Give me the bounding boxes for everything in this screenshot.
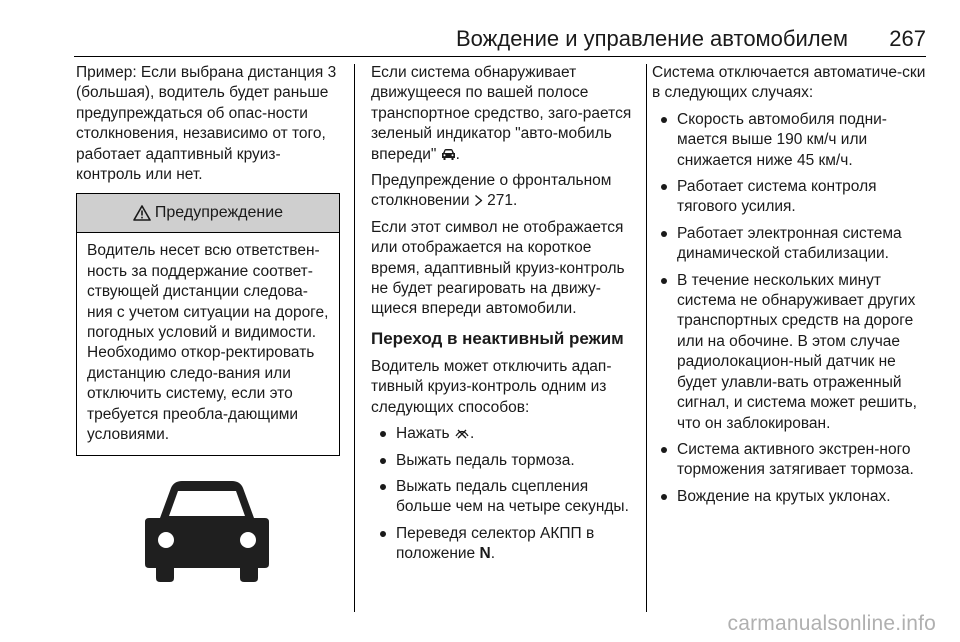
watermark: carmanualsonline.info bbox=[727, 612, 936, 635]
detection-text: Если система обнаруживает движущееся по вашей полосе транспортное средство, заго-рается зеленый индикатор "авто-мобиль впереди" bbox=[371, 64, 632, 163]
warning-triangle-icon bbox=[133, 205, 151, 221]
page-header bbox=[0, 0, 960, 58]
list-item-text: Переведя селектор АКПП в положение bbox=[396, 524, 595, 563]
column-middle bbox=[371, 63, 637, 571]
list-item-text: Нажать bbox=[396, 425, 450, 443]
detection-text-end: . bbox=[455, 145, 460, 163]
collision-warning-paragraph bbox=[371, 171, 637, 212]
list-item-text-end: . bbox=[469, 425, 475, 443]
list-item-text-end: . bbox=[490, 545, 495, 563]
disable-methods-paragraph: Водитель может отключить адап-тивный круиз-контроль одним из следующих способов: bbox=[371, 357, 612, 416]
section-heading-inactive-mode: Переход в неактивный режим bbox=[371, 328, 624, 348]
list-item: Выжать педаль тормоза. bbox=[371, 451, 637, 471]
column-divider-1 bbox=[354, 64, 355, 612]
page-number: 267 bbox=[889, 26, 926, 51]
list-item: Работает система контроля тягового усилия. bbox=[652, 177, 928, 218]
detection-paragraph bbox=[371, 63, 637, 165]
list-item: Скорость автомобиля подни-мается выше 190 км/ч или снижается ниже 45 км/ч. bbox=[652, 110, 928, 171]
list-item bbox=[371, 524, 637, 565]
warning-box bbox=[76, 193, 340, 455]
disable-methods-list bbox=[371, 424, 637, 564]
list-item: Система активного экстрен-ного торможения затягивает тормоза. bbox=[652, 440, 928, 481]
page-reference-link[interactable]: 271. bbox=[487, 192, 518, 210]
vehicle-ahead-indicator-icon bbox=[441, 148, 456, 161]
header-divider bbox=[74, 56, 926, 57]
vehicle-ahead-icon bbox=[76, 474, 338, 584]
collision-warning-text: Предупреждение о фронтальном столкновении bbox=[371, 172, 612, 210]
auto-disable-paragraph: Система отключается автоматиче-ски в следующих случаях: bbox=[652, 64, 926, 102]
list-item: В течение нескольких минут система не обнаруживает других транспортных средств на дороге или на обочине. В этом случае радиолокацион-ный датчик не будет улавли-вать отраженный сигнал, и система может решить, что он заблокирован. bbox=[652, 271, 928, 434]
list-item: Работает электронная система динамической стабилизации. bbox=[652, 224, 928, 265]
auto-disable-list bbox=[652, 110, 928, 507]
column-divider-2 bbox=[646, 64, 647, 612]
list-item bbox=[371, 424, 637, 444]
warning-text: Водитель несет всю ответствен-ность за поддержание соответ-ствующей дистанции следова-ния с учетом ситуации на дороге, погодных условий и видимости. Необходимо откор-ректировать дистанцию следо-вания или отключить систему, если это требуется преобла-дающими условиями. bbox=[87, 242, 329, 444]
column-left bbox=[76, 63, 342, 543]
intro-paragraph: Пример: Если выбрана дистанция 3 (большая), водитель будет раньше предупреждаться об опас-ности столкновения, независимо от того, работает адаптивный круиз-контроль или нет. bbox=[76, 64, 337, 184]
column-right bbox=[652, 63, 928, 513]
list-item: Вождение на крутых уклонах. bbox=[652, 487, 928, 507]
list-item: Выжать педаль сцепления больше чем на четыре секунды. bbox=[371, 477, 637, 518]
warning-header bbox=[77, 194, 339, 233]
symbol-paragraph: Если этот символ не отображается или отображается на короткое время, адаптивный круиз-контроль не будет реагировать на движу-щиеся впереди автомобили. bbox=[371, 218, 625, 318]
chapter-title: Вождение и управление автомобилем bbox=[455, 26, 848, 51]
page-reference-arrow-icon bbox=[474, 194, 483, 207]
gear-position-label: N bbox=[479, 545, 491, 563]
cruise-cancel-icon bbox=[454, 427, 470, 440]
warning-title: Предупреждение bbox=[154, 204, 284, 222]
